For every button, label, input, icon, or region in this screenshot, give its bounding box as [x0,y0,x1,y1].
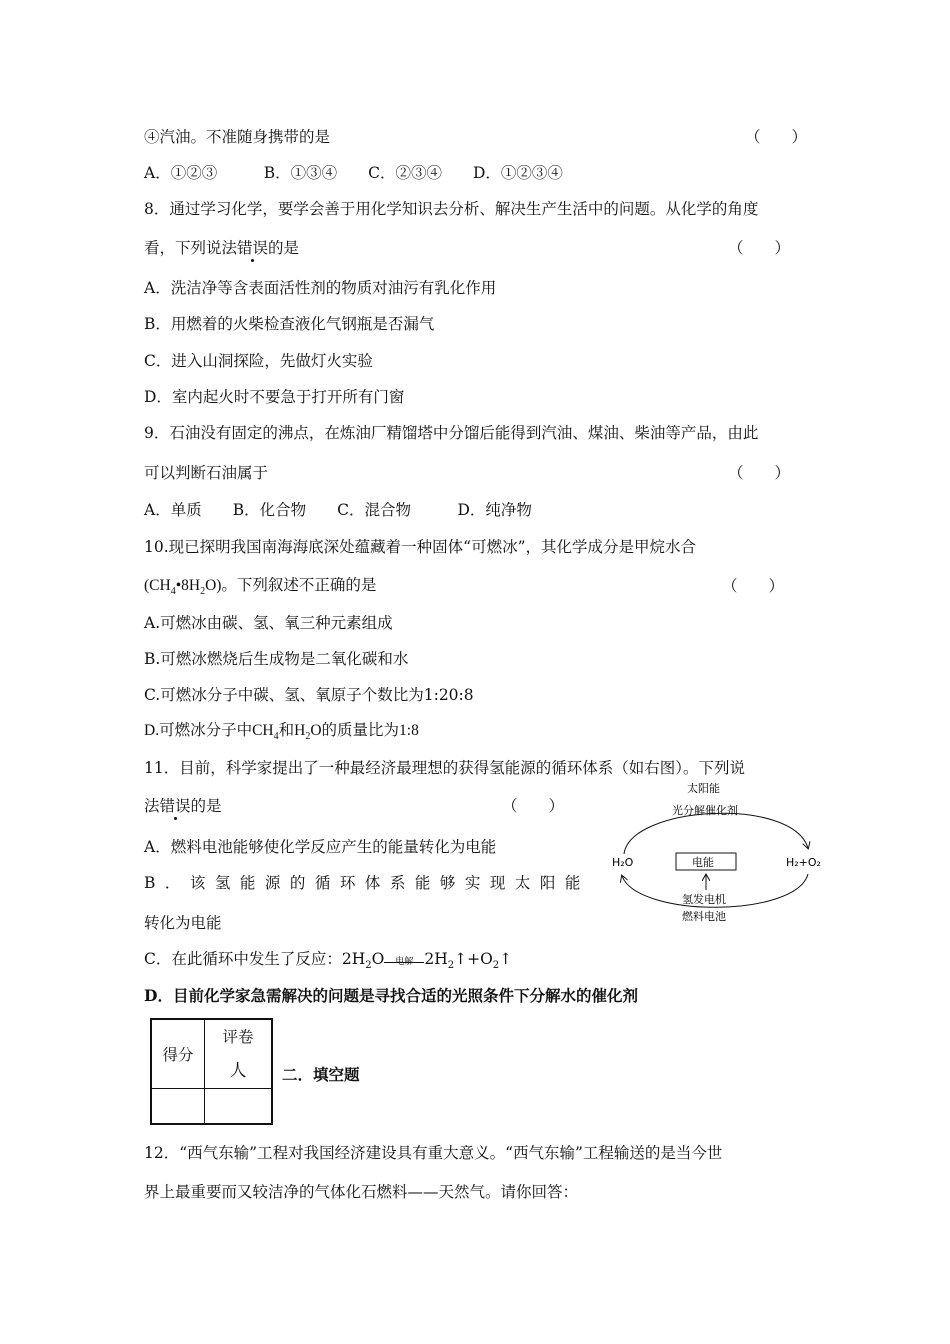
subscript: 2 [200,586,206,598]
q10-option-d-text-a: D.可燃冰分子中CH [144,722,274,739]
subscript: 2 [305,731,311,743]
diagram-label-sunlight: 太阳能 [687,782,720,795]
q11-option-c-product-a: 2H [424,950,448,968]
q8-stem-text: 看，下列说法 [144,239,238,257]
diagram-label-fuel-cell: 燃料电池 [682,910,726,923]
q11-option-b-line1: B．该氢能源的循环体系能够实现太阳能 [144,874,590,892]
q10-option-d-text-b: 和H [278,722,306,739]
q8-option-c: C．进入山洞探险，先做灯火实验 [144,352,373,370]
q8-answer-blank: （ ） [728,239,791,257]
q8-stem-line2 [144,237,299,259]
q10-option-d-text-c: O的质量比为1:8 [310,722,419,739]
subscript: 4 [170,586,176,598]
q9-options: A．单质 B．化合物 C．混合物 D．纯净物 [144,501,532,519]
q7-answer-blank: （ ） [745,128,808,146]
q11-option-d: D．目前化学家急需解决的问题是寻找合适的光照条件下分解水的催化剂 [144,986,638,1005]
grader-label-cell [205,1019,273,1089]
score-input-cell[interactable] [151,1089,205,1125]
grader-label-line1: 评卷 [222,1028,254,1046]
grader-input-cell[interactable] [205,1089,273,1125]
hydrogen-cycle-diagram [612,776,834,926]
q11-option-c [144,948,512,977]
q11-stem-line2 [144,795,222,817]
q10-option-b: B.可燃冰燃烧后生成物是二氧化碳和水 [144,650,409,668]
q9-stem-line2: 可以判断石油属于 [144,464,269,482]
q11-stem-tail: 的是 [190,797,222,815]
subscript: 4 [273,731,279,743]
q10-formula-a: (CH [144,577,171,594]
q10-stem-line1: 10.现已探明我国南海海底深处蕴藏着一种固体“可燃冰”，其化学成分是甲烷水合 [144,538,697,556]
q11-stem-line1: 11．目前，科学家提出了一种最经济最理想的获得氢能源的循环体系（如右图）。下列说 [144,759,745,777]
q10-option-a: A.可燃冰由碳、氢、氧三种元素组成 [144,614,393,632]
q10-formula-b: •8H [175,577,201,594]
score-table [150,1018,273,1125]
subscript: 2 [447,960,455,972]
diagram-hydrogen-oxygen: H₂+O₂ [786,856,821,869]
q10-option-d [144,720,419,748]
diagram-water: H₂O [612,856,634,869]
q8-stem-line1: 8．通过学习化学，要学会善于用化学知识去分析、解决生产生活中的问题。从化学的角度 [144,200,759,218]
q11-option-b-line2: 转化为电能 [144,914,222,932]
subscript: 2 [492,960,500,972]
diagram-electric-energy: 电能 [692,856,714,869]
reaction-condition-arrow: 电解 [384,951,424,973]
q8-stem-tail: 的是 [268,239,300,257]
q10-stem-line2 [144,575,376,603]
score-label: 得分 [162,1046,194,1064]
q10-answer-blank: （ ） [722,577,785,595]
q10-stem-tail: O)。下列叙述不正确的是 [205,577,377,594]
q11-emphasis: 错误 [159,797,191,815]
q12-stem-line2: 界上最重要而又较洁净的气体化石燃料——天然气。请你回答： [144,1183,579,1201]
q10-option-c: C.可燃冰分子中碳、氢、氧原子个数比为1:20:8 [144,686,474,704]
top-arc-arrow [624,813,808,854]
q8-option-a: A．洗洁净等含表面活性剂的物质对油污有乳化作用 [144,279,497,297]
q8-option-b: B．用燃着的火柴检查液化气钢瓶是否漏气 [144,315,435,333]
grader-label-line2: 人 [229,1061,247,1081]
q7-line: ④汽油。不准随身携带的是 [144,128,331,146]
q11-answer-blank: （ ） [502,797,565,815]
q8-emphasis: 错误 [237,239,269,257]
q12-stem-line1: 12．“西气东输”工程对我国经济建设具有重大意义。“西气东输”工程输送的是当今世 [144,1144,723,1162]
q11-option-c-gas-arrow: ↑ [499,950,513,968]
q11-stem-text: 法 [144,797,160,815]
q11-option-c-product-b: ↑+O [454,950,493,968]
q8-option-d: D．室内起火时不要急于打开所有门窗 [144,388,405,406]
q11-option-c-oxygen: O [371,950,385,968]
subscript: 2 [365,960,372,972]
q9-answer-blank: （ ） [728,464,791,482]
q11-option-a: A．燃料电池能够使化学反应产生的能量转化为电能 [144,838,497,856]
q7-options: A．①②③ B．①③④ C．②③④ D．①②③④ [144,164,563,182]
diagram-label-catalyst: 光分解催化剂 [672,804,738,817]
q11-option-c-text: C．在此循环中发生了反应：2H [144,950,366,968]
score-label-cell [151,1019,205,1089]
section-title: 二．填空题 [282,1065,360,1084]
diagram-label-generator: 氢发电机 [682,893,726,906]
q9-stem-line1: 9．石油没有固定的沸点，在炼油厂精馏塔中分馏后能得到汽油、煤油、柴油等产品，由此 [144,424,759,442]
